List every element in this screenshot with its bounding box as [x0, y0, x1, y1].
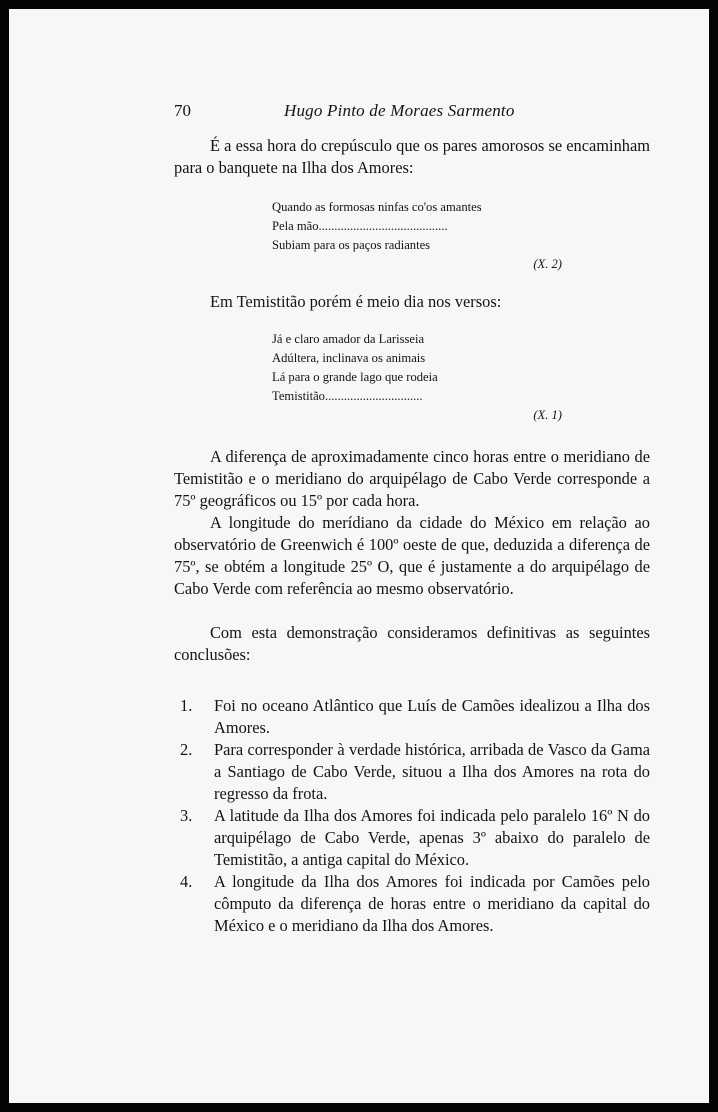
list-item	[174, 871, 650, 937]
verse-line: Temistitão...............................	[272, 389, 423, 403]
intro-paragraph: É a essa hora do crepúsculo que os pares amorosos se encaminham para o banquete na Ilha dos Amores:	[174, 136, 650, 177]
running-header	[174, 101, 649, 123]
book-page	[9, 9, 709, 1103]
verse-reference: (X. 1)	[533, 408, 562, 422]
conclusions-intro-paragraph: Com esta demonstração consideramos definitivas as seguintes conclusões:	[174, 623, 650, 664]
longitude-paragraph: A longitude do merídiano da cidade do México em relação ao observatório de Greenwich é 100º oeste de que, deduzida a diferença de 75º, se obtém a longitude 25º O, que é justamente a do arquipélago de Cabo Verde com referência ao mesmo observatório.	[174, 513, 650, 598]
list-item	[174, 805, 650, 871]
verse-line: Já e claro amador da Larisseia	[272, 332, 425, 346]
list-item-number: 3.	[180, 806, 193, 825]
midday-paragraph: Em Temistitão porém é meio dia nos versos:	[210, 292, 502, 311]
verse-reference: (X. 2)	[533, 257, 562, 271]
verse-line: Lá para o grande lago que rodeia	[272, 370, 438, 384]
list-item	[174, 739, 650, 805]
list-item-text: A latitude da Ilha dos Amores foi indicada pelo paralelo 16º N do arquipélago de Cabo Verde, apenas 3º abaixo do paralelo de Temistitão, a antiga capital do México.	[214, 806, 650, 869]
running-head-author: Hugo Pinto de Moraes Sarmento	[284, 101, 515, 120]
list-item-number: 4.	[180, 872, 193, 891]
verse-line: Pela mão.........................................	[272, 219, 448, 233]
verse-line: Quando as formosas ninfas co'os amantes	[272, 200, 482, 214]
difference-paragraph: A diferença de aproximadamente cinco horas entre o meridiano de Temistitão e o meridiano do arquipélago de Cabo Verde corresponde a 75º geográficos ou 15º por cada hora.	[174, 447, 650, 510]
list-item-text: A longitude da Ilha dos Amores foi indicada por Camões pelo cômputo da diferença de horas entre o meridiano da capital do México e o meridiano da Ilha dos Amores.	[214, 872, 650, 935]
verse-line: Subiam para os paços radiantes	[272, 238, 431, 252]
list-item-number: 2.	[180, 740, 193, 759]
page-number: 70	[174, 101, 191, 120]
list-item-text: Para corresponder à verdade histórica, arribada de Vasco da Gama a Santiago de Cabo Verde, situou a Ilha dos Amores na rota do regresso da frota.	[214, 740, 650, 803]
verse-quote-2	[272, 330, 562, 425]
list-item-number: 1.	[180, 696, 193, 715]
conclusions-list	[174, 695, 650, 937]
list-item	[174, 695, 650, 739]
verse-line: Adúltera, inclinava os animais	[272, 351, 426, 365]
verse-quote-1	[272, 198, 562, 274]
list-item-text: Foi no oceano Atlântico que Luís de Camões idealizou a Ilha dos Amores.	[214, 696, 650, 737]
